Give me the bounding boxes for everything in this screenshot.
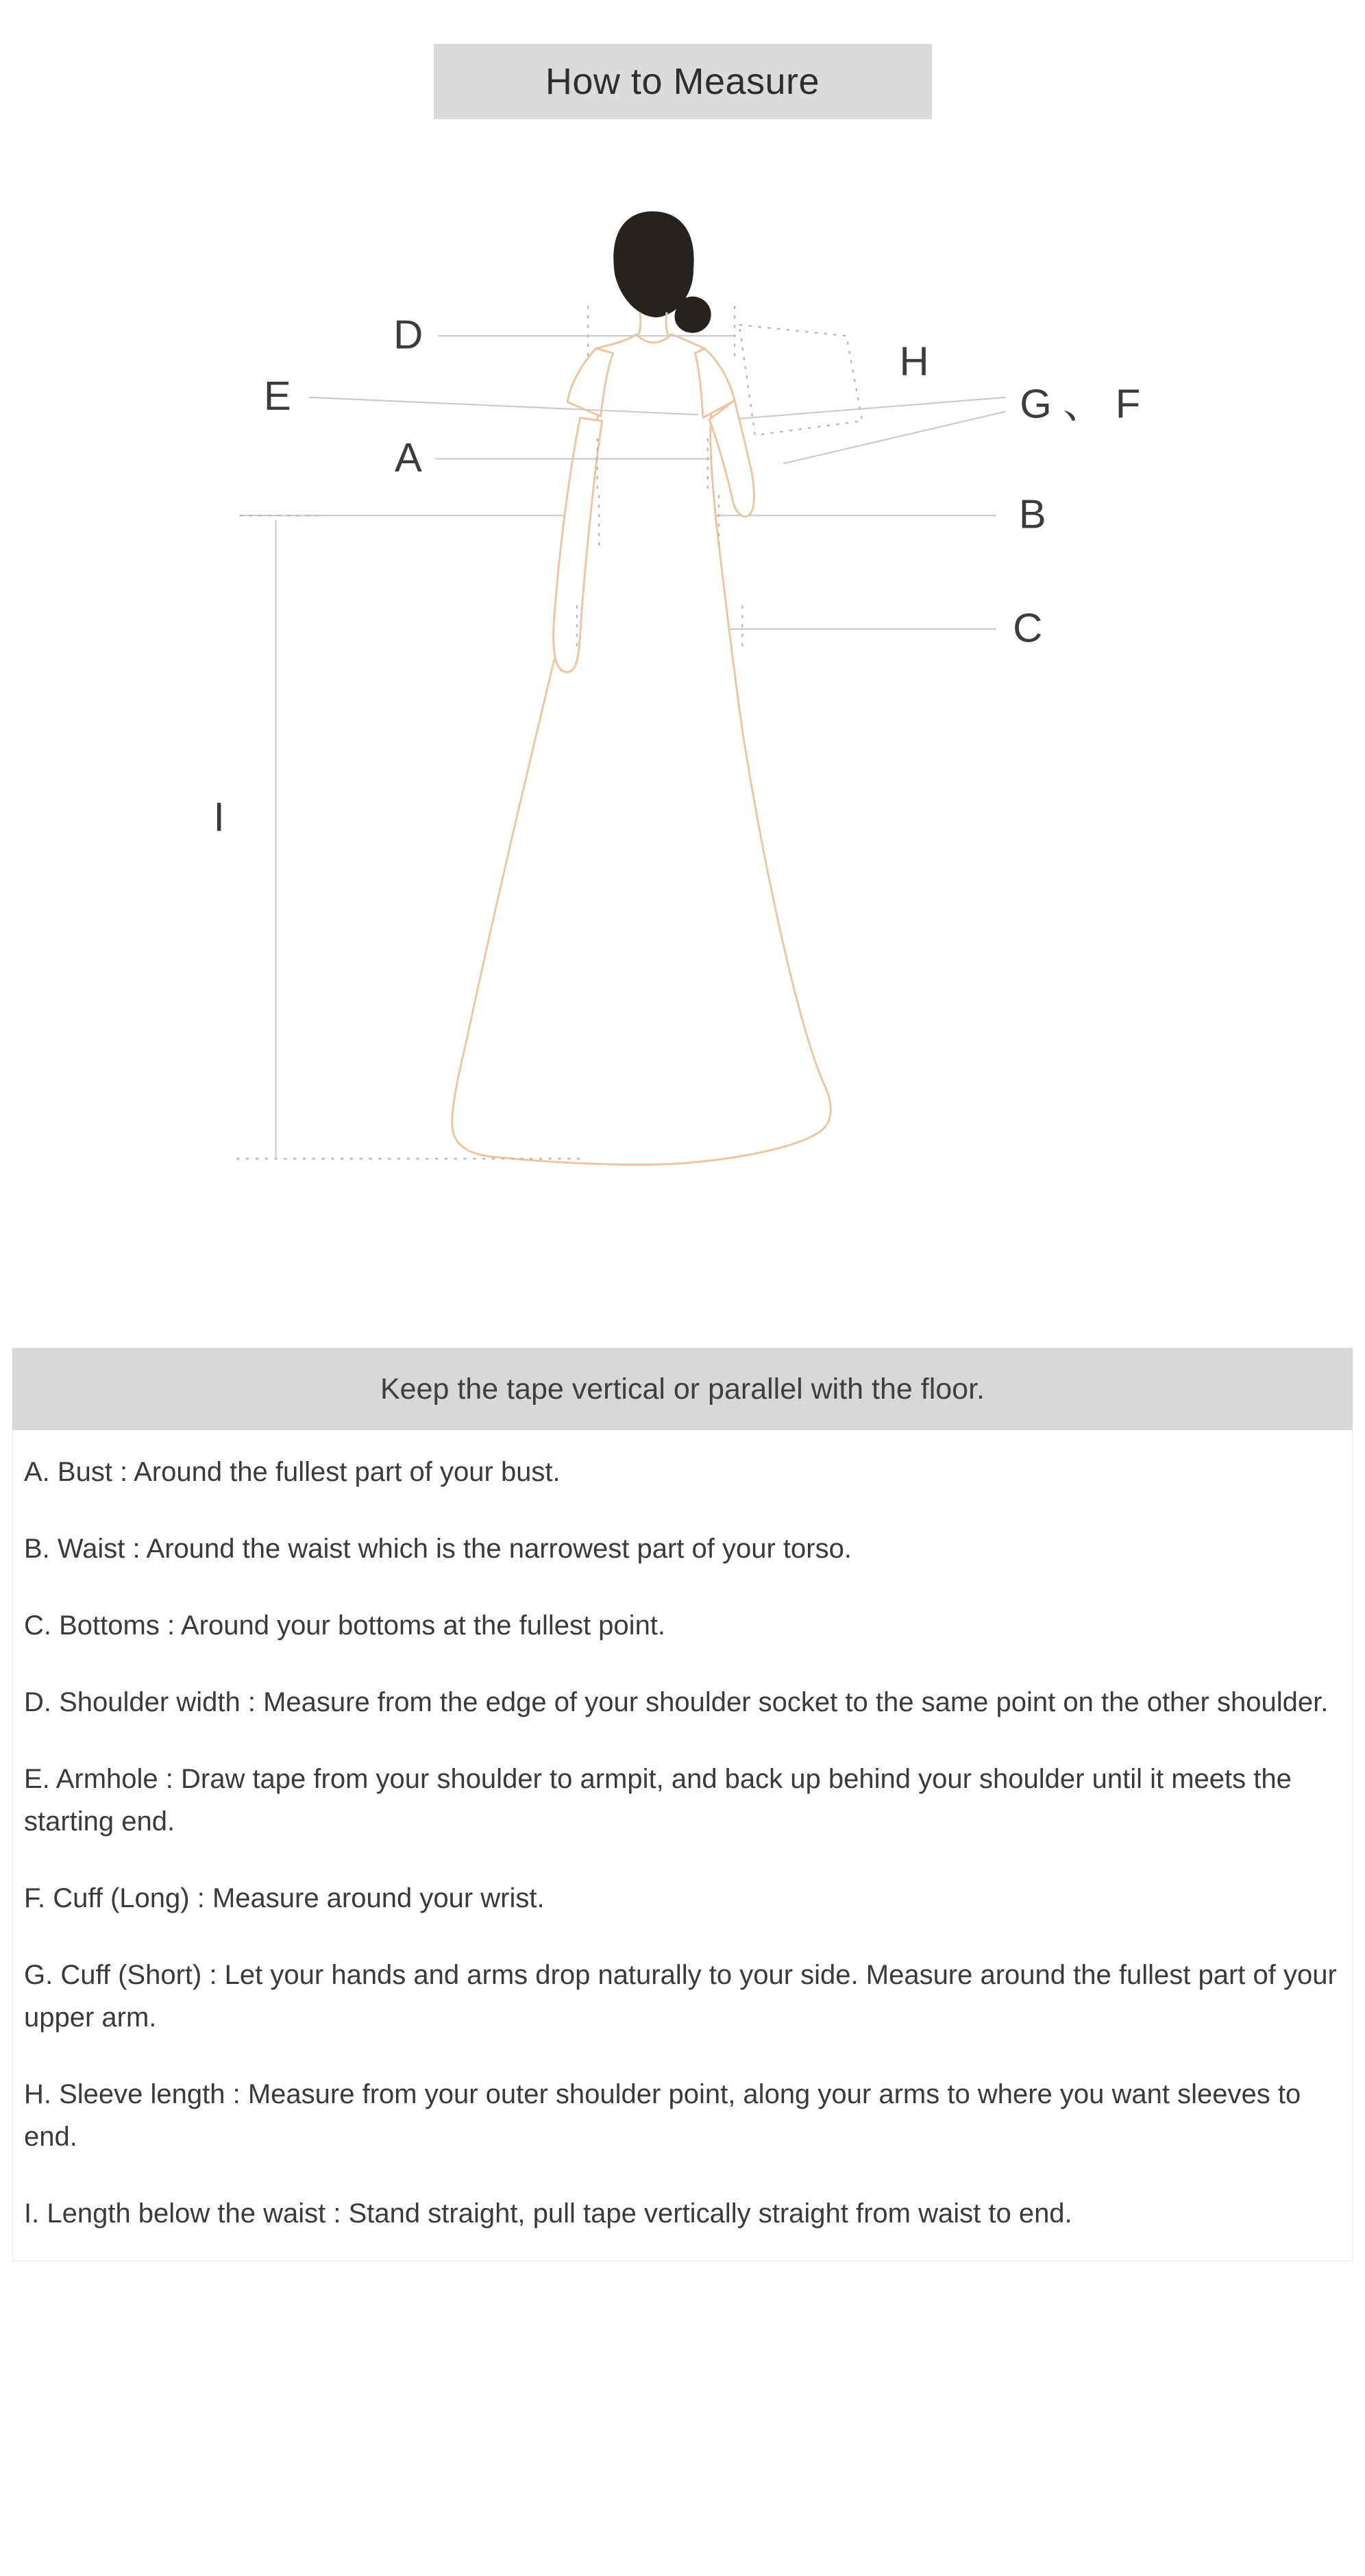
instruction-item-armhole: E. Armhole : Draw tape from your shoulder to armpit, and back up behind your shoulder until it meets the starting end. xyxy=(24,1764,1292,1837)
instruction-item-cuff-long: F. Cuff (Long) : Measure around your wrist. xyxy=(24,1883,545,1913)
measurement-diagram xyxy=(0,142,1365,1348)
leader-line-g xyxy=(730,397,1006,419)
label-armhole-e: E xyxy=(263,373,291,419)
page-title-text: How to Measure xyxy=(545,61,820,102)
instruction-item-bust: A. Bust : Around the fullest part of your bust. xyxy=(24,1457,561,1487)
label-bottoms-c: C xyxy=(1013,604,1043,651)
measurement-diagram-svg xyxy=(0,142,1365,1348)
instruction-item-bottoms: C. Bottoms : Around your bottoms at the fullest point. xyxy=(24,1610,666,1641)
label-length-i: I xyxy=(213,794,225,840)
tape-instruction-banner: Keep the tape vertical or parallel with the floor. xyxy=(12,1348,1353,1430)
label-cuff-g-f: G 、 F xyxy=(1020,380,1141,427)
label-sleeve-length-h: H xyxy=(899,338,929,384)
leader-line-f xyxy=(783,412,1005,464)
woman-hair xyxy=(613,211,711,332)
instruction-item-sleeve-length: H. Sleeve length : Measure from your outer shoulder point, along your arms to where you want sleeves to end. xyxy=(24,2079,1301,2152)
instruction-item-cuff-short: G. Cuff (Short) : Let your hands and arms drop naturally to your side. Measure around the fullest part of your upper arm. xyxy=(24,1960,1337,2033)
how-to-measure-page xyxy=(0,44,1365,2261)
instruction-item-shoulder-width: D. Shoulder width : Measure from the edge of your shoulder socket to the same point on the other shoulder. xyxy=(24,1687,1329,1717)
sleeve-length-outline-h xyxy=(739,325,862,435)
instructions-section xyxy=(12,1348,1353,2261)
instruction-item-waist: B. Waist : Around the waist which is the narrowest part of your torso. xyxy=(24,1534,852,1564)
label-bust-a: A xyxy=(394,434,422,480)
instruction-item-length-below-waist: I. Length below the waist : Stand straight, pull tape vertically straight from waist to end. xyxy=(24,2198,1072,2229)
instruction-list xyxy=(12,1430,1353,2261)
label-waist-b: B xyxy=(1018,491,1046,537)
label-shoulder-width-d: D xyxy=(393,311,423,358)
woman-figure xyxy=(452,211,831,1164)
page-title xyxy=(434,44,932,119)
